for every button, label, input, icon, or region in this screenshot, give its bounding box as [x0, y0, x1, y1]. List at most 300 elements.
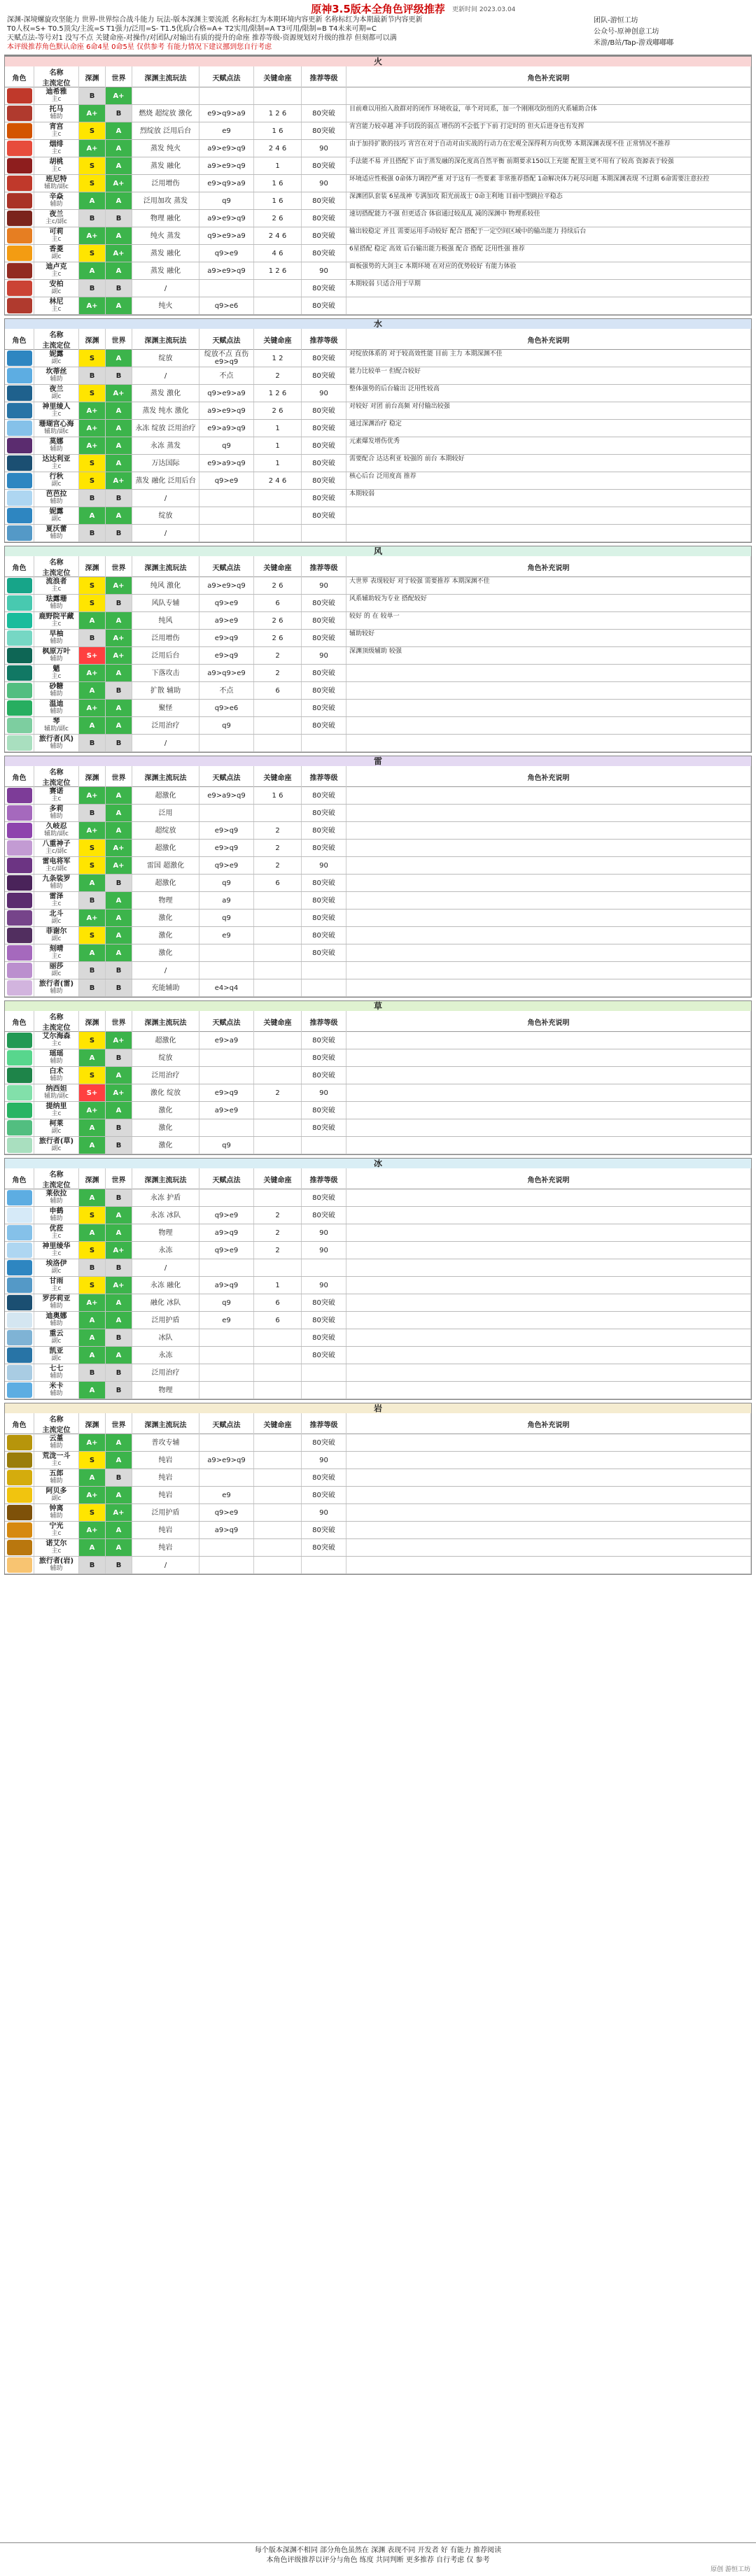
character-desc: 整体强势的后台输出 泛用性较高 [346, 385, 751, 402]
update-time: 更新时间 2023.03.04 [452, 6, 516, 13]
recommend-level: 80突破 [302, 297, 346, 314]
talent-order: q9>e9 [200, 472, 254, 489]
character-desc [346, 682, 751, 699]
character-desc [346, 525, 751, 542]
page-title: 原神3.5版本全角色评级推荐 [311, 3, 445, 15]
abyss-grade: A+ [79, 910, 106, 926]
col-abyss: 深渊 [79, 556, 106, 577]
character-role: 主c [51, 673, 62, 680]
table-row [5, 262, 751, 280]
character-name: 白术 [49, 1068, 64, 1075]
character-name: 达达利亚 [42, 455, 71, 463]
talent-order [200, 735, 254, 751]
talent-order: e9>q9 [200, 822, 254, 839]
abyss-grade: B [79, 87, 106, 104]
portrait-cell [5, 1277, 34, 1294]
world-grade: A [106, 297, 132, 314]
character-desc [346, 1137, 751, 1154]
table-row [5, 979, 751, 997]
col-name-label: 名称 [49, 1171, 64, 1179]
avatar [7, 123, 32, 139]
recommend-level: 80突破 [302, 245, 346, 262]
character-desc [346, 1487, 751, 1503]
character-role: 辅助 [50, 533, 63, 540]
character-role: 主c [51, 1250, 62, 1257]
key-constellation: 1 [254, 437, 302, 454]
portrait-cell [5, 1469, 34, 1486]
world-grade: A [106, 192, 132, 209]
character-name: 久岐忍 [46, 823, 67, 830]
col-desc: 角色补充说明 [346, 1413, 751, 1434]
abyss-grade: A+ [79, 1434, 106, 1451]
recommend-level: 80突破 [302, 805, 346, 821]
abyss-grade: B [79, 805, 106, 821]
character-desc [346, 1067, 751, 1084]
name-cell [34, 367, 79, 384]
character-desc: 输出较稳定 并且 需要运用手动较好 配合 搭配于一定空间区域中的输出能力 持续后台 [346, 227, 751, 244]
avatar [7, 858, 32, 873]
talent-order: q9>e9>a9 [200, 227, 254, 244]
recommend-level [302, 1137, 346, 1154]
character-desc [346, 735, 751, 751]
character-desc [346, 927, 751, 944]
key-constellation [254, 1522, 302, 1538]
col-talent: 天赋点法 [200, 66, 254, 87]
abyss-grade: A+ [79, 227, 106, 244]
key-constellation [254, 1364, 302, 1381]
avatar [7, 910, 32, 926]
character-desc: 对较好 对团 前台高频 对付输出较强 [346, 402, 751, 419]
note-line: 本评级推荐角色默认命座 6命4星 0命5星 仅供参考 有能力情况下建议挪到您自行考虑 [7, 43, 272, 51]
avatar [7, 1050, 32, 1066]
character-name: 丽莎 [49, 963, 64, 970]
talent-order [200, 1189, 254, 1206]
abyss-grade: A [79, 1224, 106, 1241]
character-desc [346, 1224, 751, 1241]
character-desc [346, 892, 751, 909]
portrait-cell [5, 1032, 34, 1049]
name-cell [34, 1329, 79, 1346]
portrait-cell [5, 787, 34, 804]
name-cell [34, 1487, 79, 1503]
name-cell [34, 962, 79, 979]
key-constellation [254, 1539, 302, 1556]
talent-order [200, 525, 254, 542]
key-constellation: 6 [254, 1294, 302, 1311]
avatar [7, 455, 32, 471]
col-talent: 天赋点法 [200, 329, 254, 350]
name-cell [34, 1259, 79, 1276]
portrait-cell [5, 1259, 34, 1276]
avatar [7, 106, 32, 121]
recommend-level: 80突破 [302, 1067, 346, 1084]
key-constellation [254, 525, 302, 542]
character-name: 旅行者(岩) [38, 1557, 74, 1565]
character-desc [346, 1329, 751, 1346]
character-name: 迪卢克 [46, 263, 67, 271]
recommend-level: 80突破 [302, 1189, 346, 1206]
world-grade: A [106, 1434, 132, 1451]
col-desc: 角色补充说明 [346, 1168, 751, 1189]
name-cell [34, 507, 79, 524]
world-grade: A+ [106, 577, 132, 594]
world-grade: A [106, 1539, 132, 1556]
abyss-grade: A+ [79, 700, 106, 716]
key-constellation [254, 944, 302, 961]
play-style: / [132, 490, 200, 507]
character-desc [346, 1469, 751, 1486]
play-style: 蒸发 融化 [132, 245, 200, 262]
talent-order [200, 1434, 254, 1451]
character-desc [346, 1382, 751, 1399]
world-grade: A [106, 1102, 132, 1119]
avatar [7, 298, 32, 313]
abyss-grade: A [79, 682, 106, 699]
talent-order: 不点 [200, 367, 254, 384]
abyss-grade: B [79, 525, 106, 542]
character-role: 辅助 [50, 1215, 63, 1222]
table-row [5, 1189, 751, 1207]
character-role: 辅助 [50, 691, 63, 698]
character-role: 辅助/副c [44, 726, 69, 733]
key-constellation: 1 6 [254, 175, 302, 192]
talent-order: q9 [200, 875, 254, 891]
name-cell [34, 857, 79, 874]
abyss-grade: B [79, 979, 106, 996]
table-row [5, 1259, 751, 1277]
recommend-level: 80突破 [302, 122, 346, 139]
world-grade: B [106, 875, 132, 891]
world-grade: A [106, 420, 132, 437]
character-role: 副c [51, 516, 62, 523]
portrait-cell [5, 1539, 34, 1556]
character-desc: 辅助较好 [346, 630, 751, 646]
portrait-cell [5, 1434, 34, 1451]
recommend-level: 90 [302, 140, 346, 157]
abyss-grade: B [79, 367, 106, 384]
talent-order: e9 [200, 1487, 254, 1503]
col-play: 深渊主流玩法 [132, 766, 200, 787]
avatar [7, 88, 32, 104]
recommend-level [302, 735, 346, 751]
character-desc: 深渊顶级辅助 较强 [346, 647, 751, 664]
portrait-cell [5, 595, 34, 611]
name-cell [34, 1032, 79, 1049]
note-line: 深渊-深境螺旋攻坚能力 世界-世界综合战斗能力 玩法-版本深渊主要流派 名称标红为本期环境内容更新 名称标红为本期最新节内容更新 [7, 16, 423, 24]
name-cell [34, 1294, 79, 1311]
world-grade: A+ [106, 472, 132, 489]
col-talent: 天赋点法 [200, 1168, 254, 1189]
avatar [7, 1120, 32, 1135]
world-grade: B [106, 525, 132, 542]
talent-order: q9 [200, 437, 254, 454]
table-row [5, 1557, 751, 1574]
play-style: 超绽放 [132, 822, 200, 839]
abyss-grade: S [79, 1067, 106, 1084]
table-row [5, 1277, 751, 1294]
character-role: 副c [51, 393, 62, 400]
character-desc: 环境适应性极强 0命体力调控严重 对于这有一些要素 非常推荐搭配 1命解决体力耗尽问题 本期深渊表现 不过期 6命需要注意拉控 [346, 175, 751, 192]
character-name: 八重神子 [42, 840, 71, 848]
play-style: 激化 [132, 927, 200, 944]
character-role: 主c [51, 953, 62, 960]
character-name: 神里绫人 [42, 403, 71, 411]
play-style: 纯风 [132, 612, 200, 629]
avatar [7, 1435, 32, 1450]
world-grade: A+ [106, 245, 132, 262]
key-constellation: 1 2 6 [254, 262, 302, 279]
key-constellation [254, 1259, 302, 1276]
avatar [7, 1470, 32, 1485]
talent-order [200, 805, 254, 821]
talent-order: q9 [200, 1137, 254, 1154]
col-play: 深渊主流玩法 [132, 1413, 200, 1434]
talent-order: e9>a9>q9 [200, 787, 254, 804]
avatar [7, 351, 32, 366]
name-cell [34, 647, 79, 664]
name-cell [34, 822, 79, 839]
col-desc: 角色补充说明 [346, 1011, 751, 1032]
section-title: 水 [5, 319, 751, 329]
key-constellation: 2 4 6 [254, 227, 302, 244]
portrait-cell [5, 280, 34, 297]
section-rock [4, 1403, 752, 1575]
portrait-cell [5, 262, 34, 279]
section-grass [4, 1000, 752, 1155]
talent-order [200, 280, 254, 297]
world-grade: A+ [106, 857, 132, 874]
character-role: 副c [51, 1145, 62, 1152]
world-grade: A [106, 455, 132, 472]
name-cell [34, 577, 79, 594]
avatar [7, 1225, 32, 1240]
name-cell [34, 262, 79, 279]
talent-order: e9>q9 [200, 840, 254, 856]
play-style: 扩散 辅助 [132, 682, 200, 699]
character-role: 主c/副c [46, 218, 67, 225]
character-role: 辅助 [50, 656, 63, 663]
table-row [5, 245, 751, 262]
recommend-level: 90 [302, 1277, 346, 1294]
character-role: 辅助 [50, 1303, 63, 1310]
play-style: 泛用治疗 [132, 1364, 200, 1381]
abyss-grade: A+ [79, 1522, 106, 1538]
talent-order: a9>q9 [200, 1277, 254, 1294]
table-row [5, 682, 751, 700]
key-constellation: 2 [254, 1242, 302, 1259]
recommend-level: 90 [302, 1504, 346, 1521]
table-row [5, 927, 751, 944]
character-role: 副c [51, 970, 62, 977]
character-name: 旅行者(风) [38, 735, 74, 743]
abyss-grade: A [79, 1119, 106, 1136]
col-world: 世界 [106, 66, 132, 87]
abyss-grade: S [79, 472, 106, 489]
character-desc [346, 665, 751, 681]
col-abyss: 深渊 [79, 329, 106, 350]
recommend-level: 80突破 [302, 840, 346, 856]
col-play: 深渊主流玩法 [132, 556, 200, 577]
character-desc [346, 1119, 751, 1136]
character-role: 辅助 [50, 1565, 63, 1572]
key-constellation [254, 1557, 302, 1573]
world-grade: A+ [106, 647, 132, 664]
talent-order: e4>q4 [200, 979, 254, 996]
character-role: 主c [51, 131, 62, 138]
abyss-grade: B [79, 210, 106, 227]
world-grade: A [106, 1487, 132, 1503]
abyss-grade: B [79, 1557, 106, 1573]
name-cell [34, 210, 79, 227]
character-name: 烟绯 [49, 141, 64, 148]
play-style: 泛用增伤 [132, 630, 200, 646]
character-role: 主c [51, 621, 62, 628]
table-row [5, 630, 751, 647]
key-constellation: 1 6 [254, 787, 302, 804]
play-style: / [132, 1557, 200, 1573]
abyss-grade: S [79, 1032, 106, 1049]
col-portrait: 角色 [5, 1011, 34, 1032]
world-grade: A [106, 1347, 132, 1364]
name-cell [34, 1469, 79, 1486]
abyss-grade: S [79, 577, 106, 594]
play-style: 物理 融化 [132, 210, 200, 227]
talent-order: q9 [200, 1294, 254, 1311]
name-cell [34, 1504, 79, 1521]
recommend-level: 80突破 [302, 1049, 346, 1066]
portrait-cell [5, 175, 34, 192]
avatar [7, 1540, 32, 1555]
play-style: / [132, 1259, 200, 1276]
character-name: 艾尔海森 [42, 1033, 71, 1040]
character-role: 副c [51, 935, 62, 942]
play-style: 纯风 激化 [132, 577, 200, 594]
key-constellation [254, 927, 302, 944]
name-cell [34, 245, 79, 262]
table-row [5, 1084, 751, 1102]
world-grade: A+ [106, 1032, 132, 1049]
avatar [7, 403, 32, 418]
character-name: 芭芭拉 [46, 490, 67, 498]
name-cell [34, 1242, 79, 1259]
recommend-level: 80突破 [302, 227, 346, 244]
character-role: 辅助 [50, 883, 63, 890]
name-cell [34, 490, 79, 507]
play-style: 永冻 [132, 1347, 200, 1364]
col-name-label: 名称 [49, 559, 64, 567]
character-desc [346, 1277, 751, 1294]
abyss-grade: S [79, 840, 106, 856]
talent-order: a9>q9>e9 [200, 665, 254, 681]
talent-order: a9>e9 [200, 612, 254, 629]
play-style: 激化 绽放 [132, 1084, 200, 1101]
name-cell [34, 402, 79, 419]
avatar [7, 508, 32, 523]
talent-order: 绽放不点 直伤e9>q9 [200, 350, 254, 367]
abyss-grade: B [79, 630, 106, 646]
play-style: 超激化 [132, 875, 200, 891]
world-grade: A+ [106, 1242, 132, 1259]
character-role: 主c [51, 236, 62, 243]
col-play: 深渊主流玩法 [132, 1011, 200, 1032]
abyss-grade: B [79, 735, 106, 751]
world-grade: A+ [106, 385, 132, 402]
play-style: / [132, 280, 200, 297]
table-row [5, 210, 751, 227]
abyss-grade: A+ [79, 665, 106, 681]
section-title: 冰 [5, 1159, 751, 1168]
talent-order: a9>e9 [200, 1102, 254, 1119]
portrait-cell [5, 682, 34, 699]
world-grade: A+ [106, 630, 132, 646]
note-line: T0人权=S+ T0.5顶尖/主流=S T1强力/泛用=S- T1.5优质/合格=A+ T2实用/限制=A T3可用/限制=B T4未来可期=C [7, 25, 377, 33]
play-style: 绽放 [132, 350, 200, 367]
table-row [5, 1224, 751, 1242]
abyss-grade: A+ [79, 1294, 106, 1311]
recommend-level: 90 [302, 1242, 346, 1259]
table-row [5, 367, 751, 385]
avatar [7, 1330, 32, 1345]
col-role-label: 主流定位 [42, 569, 71, 577]
recommend-level [302, 962, 346, 979]
avatar [7, 1382, 32, 1398]
recommend-level: 90 [302, 1452, 346, 1469]
name-cell [34, 1522, 79, 1538]
recommend-level: 80突破 [302, 700, 346, 716]
portrait-cell [5, 927, 34, 944]
abyss-grade: A [79, 1347, 106, 1364]
world-grade: A [106, 140, 132, 157]
name-cell [34, 910, 79, 926]
avatar [7, 176, 32, 191]
avatar [7, 788, 32, 803]
character-desc [346, 962, 751, 979]
abyss-grade: S [79, 385, 106, 402]
abyss-grade: B [79, 892, 106, 909]
world-grade: B [106, 682, 132, 699]
character-role: 辅助 [50, 113, 63, 120]
name-cell [34, 437, 79, 454]
character-role: 辅助 [50, 708, 63, 715]
name-cell [34, 122, 79, 139]
table-row [5, 875, 751, 892]
character-desc: 核心后台 泛用度高 推荐 [346, 472, 751, 489]
play-style: 泛用护盾 [132, 1504, 200, 1521]
character-name: 赛诺 [49, 788, 64, 795]
portrait-cell [5, 192, 34, 209]
col-name-label: 名称 [49, 332, 64, 339]
avatar [7, 1295, 32, 1310]
world-grade: B [106, 280, 132, 297]
character-name: 北斗 [49, 910, 64, 918]
character-role: 辅助 [50, 638, 63, 645]
avatar [7, 718, 32, 733]
character-role: 辅助 [50, 1198, 63, 1205]
abyss-grade: A+ [79, 822, 106, 839]
name-cell [34, 1207, 79, 1224]
name-cell [34, 1557, 79, 1573]
col-talent: 天赋点法 [200, 556, 254, 577]
watermark: 原创 游恒工坊 [710, 2566, 750, 2573]
col-level: 推荐等级 [302, 766, 346, 787]
avatar [7, 963, 32, 978]
character-desc: 速切搭配能力不强 但更适合 体宿通过较乱乱 减的深渊中 物理系较佳 [346, 210, 751, 227]
character-name: 坎蒂丝 [46, 368, 67, 376]
col-name-label: 名称 [49, 1416, 64, 1424]
avatar [7, 823, 32, 838]
abyss-grade: A [79, 192, 106, 209]
character-desc: 对绽放体系的 对于较高效性能 目前 主力 本期深渊不佳 [346, 350, 751, 367]
